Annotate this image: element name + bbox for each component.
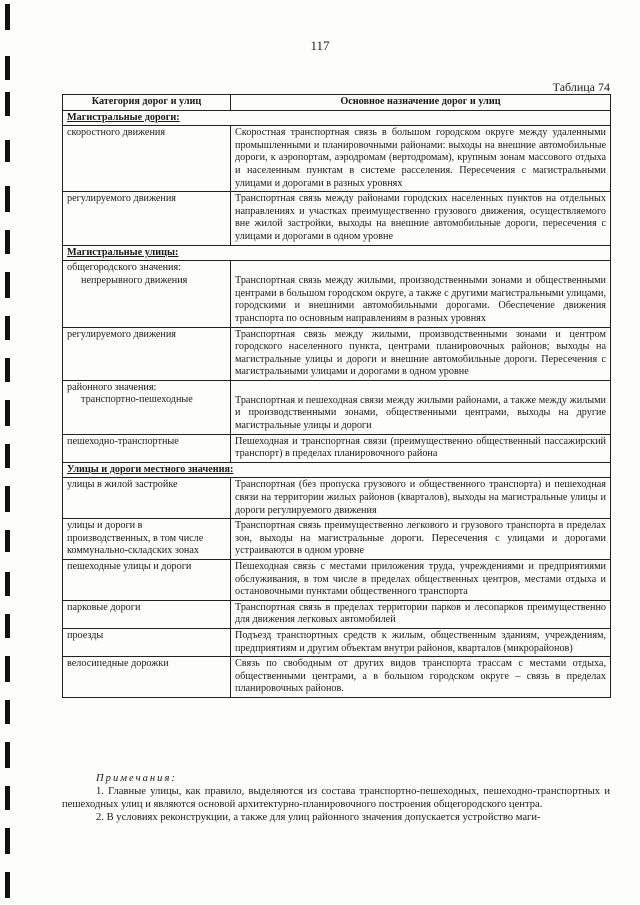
note-item: 1. Главные улицы, как правило, выделяются из состава транспортно-пешеходных, пешеходно-транспортных и пешеходных улиц и являются основой архитектурно-планировочного построения общегородского центра. <box>62 786 610 810</box>
table-row <box>63 327 611 380</box>
category-cell: скоростного движения <box>63 126 231 192</box>
category-cell: регулируемого движения <box>63 192 231 245</box>
binding-mark <box>5 186 10 212</box>
table-row <box>63 380 611 434</box>
category-label: непрерывного движения <box>81 274 188 286</box>
category-cell <box>63 261 231 327</box>
binding-mark <box>5 872 10 898</box>
section-row <box>63 110 611 126</box>
purpose-cell: Подъезд транспортных средств к жилым, общественным зданиям, учреждениям, предприятиям и другим объектам внутри районов, кварталов (микрорайонов) <box>231 628 611 656</box>
category-cell: пешеходно-транспортные <box>63 434 231 462</box>
roads-table <box>62 94 611 698</box>
table-row <box>63 192 611 245</box>
binding-mark <box>5 828 10 854</box>
category-cell: парковые дороги <box>63 600 231 628</box>
binding-mark <box>5 358 10 382</box>
table-header-row <box>63 95 611 111</box>
binding-mark <box>5 56 10 80</box>
binding-mark <box>5 742 10 768</box>
table-row <box>63 126 611 192</box>
category-cell <box>63 380 231 434</box>
section-row <box>63 462 611 478</box>
purpose-cell: Скоростная транспортная связь в большом городском округе между удаленными промышленными и планировочными районами: выходы на внешние автомобильные дороги, к аэропортам, аэродромам (вертодромам), крупным зонам массового отдыха и населенным пунктам в системе расселения. Пересечения с магистральными улицами и дорогами в разных уровнях <box>231 126 611 192</box>
binding-mark <box>5 786 10 810</box>
table-row <box>63 519 611 560</box>
note-item: 2. В условиях реконструкции, а также для улиц районного значения допускается устройство маги- <box>96 812 541 823</box>
purpose-cell: Пешеходная и транспортная связи (преимущественно общественный пассажирский транспорт) в пределах планировочного района <box>231 434 611 462</box>
purpose-cell: Транспортная связь между жилыми, производственными зонами и центром городского населенного пункта, центрами планировочных районов; выходы на магистральные улицы и дороги и внешние автомобильные дороги. Пересечения с магистральными улицами и дорогами в одном уровне <box>231 327 611 380</box>
binding-mark <box>5 614 10 638</box>
category-cell: пешеходные улицы и дороги <box>63 560 231 601</box>
purpose-cell: Транспортная связь в пределах территории парков и лесопарков преимущественно для движения легковых автомобилей <box>231 600 611 628</box>
binding-mark <box>5 4 10 30</box>
purpose-cell <box>231 380 611 434</box>
section-title: Улицы и дороги местного значения: <box>63 462 611 478</box>
table-row <box>63 560 611 601</box>
category-cell: регулируемого движения <box>63 327 231 380</box>
page-number: 117 <box>310 38 330 53</box>
binding-mark <box>5 230 10 254</box>
binding-mark <box>5 486 10 512</box>
category-cell: велосипедные дорожки <box>63 657 231 698</box>
table-row <box>63 261 611 327</box>
category-group-label: общегородского значения: <box>67 262 182 274</box>
category-label: транспортно-пешеходные <box>81 394 193 406</box>
binding-mark <box>5 700 10 724</box>
category-cell: улицы в жилой застройке <box>63 478 231 519</box>
category-cell: проезды <box>63 628 231 656</box>
binding-mark <box>5 400 10 426</box>
table-row <box>63 657 611 698</box>
purpose-cell: Транспортная связь между районами городских населенных пунктов на отдельных направлениях и участках преимущественно грузового движения, осуществляемого вне жилой застройки, выходы на внешние автомобильные дороги, пересечения с улицами и дорогами в одном уровне <box>231 192 611 245</box>
table-caption: Таблица 74 <box>552 80 610 94</box>
binding-mark <box>5 316 10 340</box>
section-row <box>63 245 611 261</box>
table-row <box>63 600 611 628</box>
notes-block <box>62 772 610 824</box>
binding-mark <box>5 140 10 162</box>
binding-mark <box>5 656 10 682</box>
binding-mark <box>5 572 10 596</box>
table-row <box>63 478 611 519</box>
purpose-text: Транспортная связь между жилыми, производственными зонами и общественными центрами в большом городском округе, а также с другими магистральными улицами, городскими и внешними автомобильными дорогами. Обеспечение движения транспорта по основным направлениям в разных уровнях <box>235 275 606 324</box>
binding-mark <box>5 530 10 552</box>
binding-mark <box>5 92 10 116</box>
binding-mark <box>5 272 10 298</box>
notes-heading: Примечания: <box>96 773 177 784</box>
section-title: Магистральные улицы: <box>63 245 611 261</box>
purpose-cell <box>231 261 611 327</box>
category-cell: улицы и дороги в производственных, в том числе коммунально-складских зонах <box>63 519 231 560</box>
purpose-cell: Связь по свободным от других видов транспорта трассам с местами отдыха, общественными центрами, а в большом городском округе – связь в пределах планировочных районов. <box>231 657 611 698</box>
table-row <box>63 434 611 462</box>
column-header-category: Категория дорог и улиц <box>63 95 231 111</box>
table-row <box>63 628 611 656</box>
purpose-cell: Пешеходная связь с местами приложения труда, учреждениями и предприятиями обслуживания, в том числе в пределах общественных центров, местами отдыха и остановочными пунктами общественного транспорта <box>231 560 611 601</box>
purpose-text: Транспортная и пешеходная связи между жилыми районами, а также между жилыми и производственными зонами, общественными центрами, выходы на другие магистральные улицы и дороги <box>235 394 606 432</box>
section-title: Магистральные дороги: <box>63 110 611 126</box>
category-group-label: районного значения: <box>67 381 157 393</box>
purpose-cell: Транспортная связь преимущественно легкового и грузового транспорта в пределах зон, выходы на магистральные дороги. Пересечения с улицами и дорогами устраиваются в одном уровне <box>231 519 611 560</box>
column-header-purpose: Основное назначение дорог и улиц <box>231 95 611 111</box>
binding-mark <box>5 444 10 468</box>
purpose-cell: Транспортная (без пропуска грузового и общественного транспорта) и пешеходная связи на территории жилых районов (кварталов), выходы на магистральные улицы и дороги регулируемого движения <box>231 478 611 519</box>
